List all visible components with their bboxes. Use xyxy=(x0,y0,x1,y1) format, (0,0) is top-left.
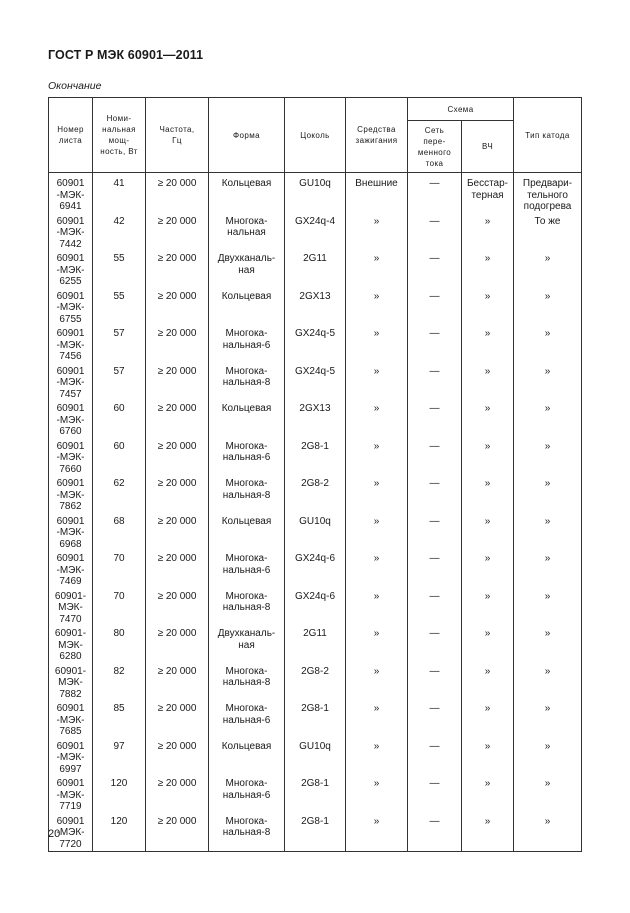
header-base: Цоколь xyxy=(285,98,346,173)
cell-frequency: ≥ 20 000 xyxy=(146,814,209,852)
cell-frequency: ≥ 20 000 xyxy=(146,251,209,289)
cell-base: 2G8-1 xyxy=(285,814,346,852)
cell-sheet-number: 60901 -МЭК- 7685 xyxy=(49,701,93,739)
cell-frequency: ≥ 20 000 xyxy=(146,326,209,364)
cell-circuit-ac: — xyxy=(408,173,462,214)
cell-shape: Кольцевая xyxy=(209,289,285,327)
cell-rated-power: 70 xyxy=(93,551,146,589)
cell-sheet-number: 60901 -МЭК- 7442 xyxy=(49,214,93,252)
cell-ignition: » xyxy=(346,551,408,589)
cell-circuit-hf: » xyxy=(462,514,514,552)
cell-shape: Кольцевая xyxy=(209,514,285,552)
cell-sheet-number: 60901 -МЭК- 6941 xyxy=(49,173,93,214)
cell-shape: Многока- нальная-8 xyxy=(209,814,285,852)
cell-base: GX24q-5 xyxy=(285,364,346,402)
cell-rated-power: 60 xyxy=(93,439,146,477)
cell-cathode-type: » xyxy=(514,664,582,702)
cell-base: GU10q xyxy=(285,739,346,777)
cell-rated-power: 62 xyxy=(93,476,146,514)
table-row xyxy=(49,439,582,477)
cell-shape: Многока- нальная-6 xyxy=(209,776,285,814)
cell-shape: Многока- нальная-6 xyxy=(209,551,285,589)
table-row xyxy=(49,326,582,364)
cell-sheet-number: 60901- МЭК- 6280 xyxy=(49,626,93,664)
cell-frequency: ≥ 20 000 xyxy=(146,214,209,252)
cell-circuit-ac: — xyxy=(408,289,462,327)
cell-base: GU10q xyxy=(285,173,346,214)
cell-circuit-hf: » xyxy=(462,701,514,739)
cell-rated-power: 70 xyxy=(93,589,146,627)
cell-sheet-number: 60901 -МЭК- 7456 xyxy=(49,326,93,364)
cell-rated-power: 85 xyxy=(93,701,146,739)
cell-base: GX24q-5 xyxy=(285,326,346,364)
header-ignition: Средства зажигания xyxy=(346,98,408,173)
cell-ignition: » xyxy=(346,814,408,852)
cell-ignition: » xyxy=(346,739,408,777)
cell-shape: Двухканаль- ная xyxy=(209,251,285,289)
cell-circuit-hf: » xyxy=(462,776,514,814)
table-caption: Окончание xyxy=(48,80,102,92)
cell-rated-power: 55 xyxy=(93,251,146,289)
cell-sheet-number: 60901 -МЭК- 7469 xyxy=(49,551,93,589)
header-shape: Форма xyxy=(209,98,285,173)
cell-shape: Многока- нальная-8 xyxy=(209,589,285,627)
cell-shape: Кольцевая xyxy=(209,401,285,439)
cell-circuit-ac: — xyxy=(408,739,462,777)
cell-sheet-number: 60901 -МЭК- 7660 xyxy=(49,439,93,477)
cell-ignition: » xyxy=(346,626,408,664)
cell-frequency: ≥ 20 000 xyxy=(146,701,209,739)
cell-cathode-type: » xyxy=(514,326,582,364)
cell-frequency: ≥ 20 000 xyxy=(146,364,209,402)
cell-base: 2G11 xyxy=(285,626,346,664)
cell-circuit-ac: — xyxy=(408,514,462,552)
cell-cathode-type: » xyxy=(514,551,582,589)
header-sheet-number: Номер листа xyxy=(49,98,93,173)
cell-cathode-type: » xyxy=(514,814,582,852)
cell-base: GX24q-6 xyxy=(285,589,346,627)
cell-frequency: ≥ 20 000 xyxy=(146,476,209,514)
cell-shape: Многока- нальная-6 xyxy=(209,701,285,739)
cell-circuit-hf: » xyxy=(462,626,514,664)
cell-rated-power: 41 xyxy=(93,173,146,214)
cell-base: GX24q-4 xyxy=(285,214,346,252)
cell-sheet-number: 60901 -МЭК- 7862 xyxy=(49,476,93,514)
table-row xyxy=(49,776,582,814)
cell-cathode-type: » xyxy=(514,401,582,439)
table-row xyxy=(49,701,582,739)
cell-base: 2GX13 xyxy=(285,289,346,327)
cell-circuit-ac: — xyxy=(408,251,462,289)
cell-cathode-type: То же xyxy=(514,214,582,252)
cell-base: GX24q-6 xyxy=(285,551,346,589)
cell-ignition: » xyxy=(346,514,408,552)
cell-circuit-hf: » xyxy=(462,326,514,364)
table-row xyxy=(49,401,582,439)
cell-circuit-hf: » xyxy=(462,551,514,589)
table-row xyxy=(49,814,582,852)
table-row xyxy=(49,664,582,702)
cell-sheet-number: 60901 -МЭК- 7720 xyxy=(49,814,93,852)
cell-sheet-number: 60901 -МЭК- 7457 xyxy=(49,364,93,402)
cell-frequency: ≥ 20 000 xyxy=(146,173,209,214)
cell-ignition: » xyxy=(346,589,408,627)
cell-circuit-ac: — xyxy=(408,701,462,739)
cell-rated-power: 120 xyxy=(93,814,146,852)
cell-cathode-type: » xyxy=(514,251,582,289)
cell-frequency: ≥ 20 000 xyxy=(146,739,209,777)
header-frequency: Частота, Гц xyxy=(146,98,209,173)
cell-ignition: » xyxy=(346,776,408,814)
table-row xyxy=(49,289,582,327)
cell-shape: Кольцевая xyxy=(209,173,285,214)
cell-cathode-type: » xyxy=(514,589,582,627)
cell-circuit-hf: » xyxy=(462,251,514,289)
cell-circuit-hf: » xyxy=(462,439,514,477)
cell-ignition: » xyxy=(346,664,408,702)
cell-circuit-ac: — xyxy=(408,551,462,589)
cell-frequency: ≥ 20 000 xyxy=(146,776,209,814)
cell-circuit-hf: » xyxy=(462,401,514,439)
cell-circuit-ac: — xyxy=(408,364,462,402)
table-body xyxy=(49,173,582,852)
cell-frequency: ≥ 20 000 xyxy=(146,589,209,627)
cell-circuit-hf: Бесстар- терная xyxy=(462,173,514,214)
cell-frequency: ≥ 20 000 xyxy=(146,551,209,589)
cell-base: 2G8-2 xyxy=(285,476,346,514)
cell-shape: Многока- нальная-6 xyxy=(209,326,285,364)
cell-cathode-type: » xyxy=(514,364,582,402)
cell-circuit-hf: » xyxy=(462,739,514,777)
table-row xyxy=(49,739,582,777)
header-circuit-ac: Сеть пере- менного тока xyxy=(408,121,462,173)
cell-rated-power: 97 xyxy=(93,739,146,777)
cell-circuit-hf: » xyxy=(462,289,514,327)
cell-shape: Двухканаль- ная xyxy=(209,626,285,664)
cell-cathode-type: Предвари- тельного подогрева xyxy=(514,173,582,214)
cell-cathode-type: » xyxy=(514,289,582,327)
cell-cathode-type: » xyxy=(514,626,582,664)
cell-circuit-ac: — xyxy=(408,664,462,702)
cell-shape: Многока- нальная-8 xyxy=(209,364,285,402)
lamp-specification-table xyxy=(48,97,582,852)
cell-rated-power: 120 xyxy=(93,776,146,814)
header-circuit-hf: ВЧ xyxy=(462,121,514,173)
cell-circuit-ac: — xyxy=(408,589,462,627)
cell-sheet-number: 60901- МЭК- 7470 xyxy=(49,589,93,627)
cell-circuit-hf: » xyxy=(462,476,514,514)
cell-circuit-ac: — xyxy=(408,214,462,252)
cell-sheet-number: 60901 -МЭК- 6760 xyxy=(49,401,93,439)
cell-ignition: » xyxy=(346,439,408,477)
cell-rated-power: 68 xyxy=(93,514,146,552)
cell-cathode-type: » xyxy=(514,476,582,514)
cell-cathode-type: » xyxy=(514,701,582,739)
cell-circuit-hf: » xyxy=(462,814,514,852)
cell-frequency: ≥ 20 000 xyxy=(146,289,209,327)
cell-base: 2G8-1 xyxy=(285,439,346,477)
cell-base: 2G11 xyxy=(285,251,346,289)
header-rated-power: Номи- нальная мощ- ность, Вт xyxy=(93,98,146,173)
cell-frequency: ≥ 20 000 xyxy=(146,664,209,702)
cell-shape: Многока- нальная-8 xyxy=(209,476,285,514)
table-row xyxy=(49,364,582,402)
cell-base: 2G8-1 xyxy=(285,776,346,814)
cell-circuit-ac: — xyxy=(408,326,462,364)
cell-sheet-number: 60901- МЭК- 7882 xyxy=(49,664,93,702)
cell-rated-power: 57 xyxy=(93,326,146,364)
cell-base: 2G8-2 xyxy=(285,664,346,702)
table-row xyxy=(49,514,582,552)
cell-frequency: ≥ 20 000 xyxy=(146,514,209,552)
page-number: 20 xyxy=(48,828,61,840)
header-circuit: Схема xyxy=(408,98,514,121)
cell-ignition: » xyxy=(346,289,408,327)
cell-rated-power: 55 xyxy=(93,289,146,327)
cell-circuit-ac: — xyxy=(408,626,462,664)
cell-cathode-type: » xyxy=(514,514,582,552)
cell-frequency: ≥ 20 000 xyxy=(146,626,209,664)
cell-ignition: » xyxy=(346,251,408,289)
cell-circuit-ac: — xyxy=(408,776,462,814)
cell-shape: Кольцевая xyxy=(209,739,285,777)
cell-circuit-hf: » xyxy=(462,364,514,402)
cell-frequency: ≥ 20 000 xyxy=(146,439,209,477)
cell-sheet-number: 60901 -МЭК- 6968 xyxy=(49,514,93,552)
cell-rated-power: 82 xyxy=(93,664,146,702)
cell-base: 2G8-1 xyxy=(285,701,346,739)
cell-circuit-ac: — xyxy=(408,476,462,514)
cell-shape: Многока- нальная-8 xyxy=(209,664,285,702)
cell-circuit-hf: » xyxy=(462,664,514,702)
cell-shape: Многока- нальная-6 xyxy=(209,439,285,477)
cell-sheet-number: 60901 -МЭК- 7719 xyxy=(49,776,93,814)
cell-rated-power: 60 xyxy=(93,401,146,439)
table-row xyxy=(49,476,582,514)
cell-cathode-type: » xyxy=(514,739,582,777)
cell-ignition: » xyxy=(346,476,408,514)
cell-ignition: » xyxy=(346,214,408,252)
cell-rated-power: 80 xyxy=(93,626,146,664)
cell-frequency: ≥ 20 000 xyxy=(146,401,209,439)
cell-shape: Многока- нальная xyxy=(209,214,285,252)
cell-rated-power: 57 xyxy=(93,364,146,402)
table-row xyxy=(49,589,582,627)
cell-ignition: » xyxy=(346,326,408,364)
cell-ignition: » xyxy=(346,701,408,739)
cell-sheet-number: 60901 -МЭК- 6255 xyxy=(49,251,93,289)
table-row xyxy=(49,251,582,289)
cell-ignition: » xyxy=(346,401,408,439)
cell-ignition: Внешние xyxy=(346,173,408,214)
cell-cathode-type: » xyxy=(514,439,582,477)
table-row xyxy=(49,551,582,589)
cell-circuit-ac: — xyxy=(408,401,462,439)
cell-cathode-type: » xyxy=(514,776,582,814)
document-header: ГОСТ Р МЭК 60901—2011 xyxy=(48,48,204,62)
cell-rated-power: 42 xyxy=(93,214,146,252)
cell-ignition: » xyxy=(346,364,408,402)
header-cathode-type: Тип катода xyxy=(514,98,582,173)
cell-sheet-number: 60901 -МЭК- 6755 xyxy=(49,289,93,327)
cell-base: 2GX13 xyxy=(285,401,346,439)
cell-circuit-hf: » xyxy=(462,214,514,252)
table-row xyxy=(49,626,582,664)
cell-circuit-ac: — xyxy=(408,439,462,477)
cell-base: GU10q xyxy=(285,514,346,552)
cell-circuit-ac: — xyxy=(408,814,462,852)
table-row xyxy=(49,214,582,252)
cell-sheet-number: 60901 -МЭК- 6997 xyxy=(49,739,93,777)
cell-circuit-hf: » xyxy=(462,589,514,627)
table-row xyxy=(49,173,582,214)
